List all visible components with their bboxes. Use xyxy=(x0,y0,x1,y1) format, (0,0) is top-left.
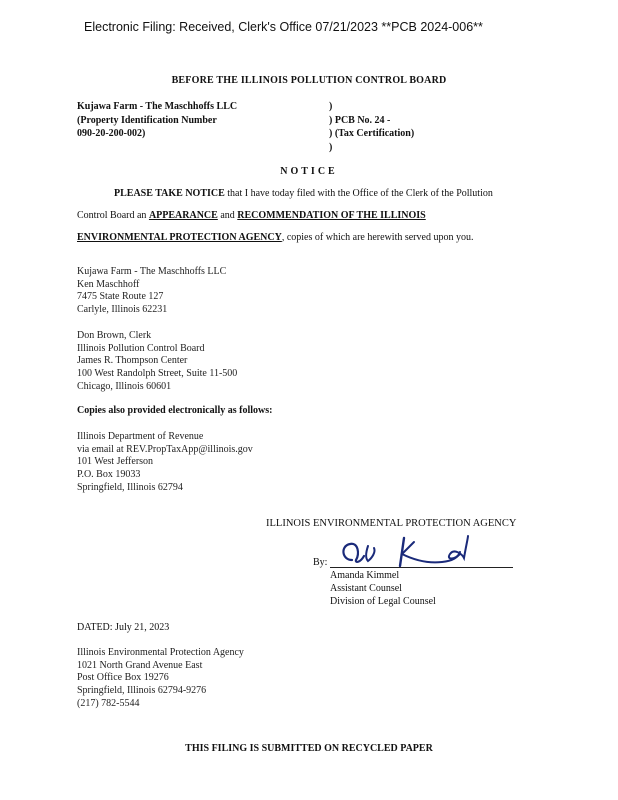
dated-line: DATED: July 21, 2023 xyxy=(77,622,170,633)
notice-heading: NOTICE xyxy=(280,166,338,177)
signature-line xyxy=(330,567,513,568)
address-line: Post Office Box 19276 xyxy=(77,672,169,684)
address-line: James R. Thompson Center xyxy=(77,355,188,367)
appearance-link-text: APPEARANCE xyxy=(148,210,218,221)
caption-paren: ) xyxy=(329,101,333,112)
case-number: ) PCB No. 24 - xyxy=(329,114,391,126)
address-line: Illinois Pollution Control Board xyxy=(77,342,205,354)
address-line: Chicago, Illinois 60601 xyxy=(77,380,172,392)
filing-stamp: Electronic Filing: Received, Clerk's Office 07/21/2023 **PCB 2024-006** xyxy=(84,20,483,34)
agency-underlined-text: ENVIRONMENTAL PROTECTION AGENCY xyxy=(77,232,282,243)
notice-text: and xyxy=(217,210,238,221)
signer-name: Amanda Kimmel xyxy=(330,570,400,581)
address-line: (217) 782-5544 xyxy=(77,697,140,709)
notice-paragraph-line-2 xyxy=(77,205,426,227)
address-line: Don Brown, Clerk xyxy=(77,330,152,341)
address-line: 7475 State Route 127 xyxy=(77,291,164,303)
notice-text: , copies of which are herewith served upon you. xyxy=(281,232,474,243)
address-line: 1021 North Grand Avenue East xyxy=(77,659,203,671)
document-title: BEFORE THE ILLINOIS POLLUTION CONTROL BOARD xyxy=(171,75,447,86)
recycled-paper-footer: THIS FILING IS SUBMITTED ON RECYCLED PAPER xyxy=(185,743,433,754)
signer-block xyxy=(330,569,436,608)
address-line: Springfield, Illinois 62794 xyxy=(77,481,183,493)
caption-paren: ) xyxy=(329,141,333,153)
recipient-address-2 xyxy=(77,330,237,394)
address-line: Illinois Environmental Protection Agency xyxy=(77,647,244,658)
case-caption-right xyxy=(329,100,414,154)
address-line: Kujawa Farm - The Maschhoffs LLC xyxy=(77,266,227,277)
caption-party: Kujawa Farm - The Maschhoffs LLC xyxy=(77,101,238,112)
signature-agency: ILLINOIS ENVIRONMENTAL PROTECTION AGENCY xyxy=(266,518,517,529)
by-label: By: xyxy=(313,557,328,568)
signer-title: Assistant Counsel xyxy=(330,583,402,594)
notice-text: that I have today filed with the Office of the Clerk of the Pollution xyxy=(224,188,493,199)
case-caption-left xyxy=(77,100,237,141)
notice-paragraph-line-3 xyxy=(77,227,473,249)
notice-text: Control Board an xyxy=(77,210,149,221)
copies-heading: Copies also provided electronically as follows: xyxy=(77,405,273,416)
address-line: P.O. Box 19033 xyxy=(77,469,141,481)
address-line: 100 West Randolph Street, Suite 11-500 xyxy=(77,368,238,380)
address-line: via email at REV.PropTaxApp@illinois.gov xyxy=(77,443,253,455)
address-line: Ken Maschhoff xyxy=(77,278,140,290)
caption-pin-label: (Property Identification Number xyxy=(77,114,217,126)
address-line: 101 West Jefferson xyxy=(77,456,154,468)
case-type: ) (Tax Certification) xyxy=(329,128,415,139)
recipient-address-3 xyxy=(77,431,253,495)
notice-lead: PLEASE TAKE NOTICE xyxy=(114,188,225,199)
sender-address xyxy=(77,647,244,711)
handwritten-signature xyxy=(334,532,484,572)
recipient-address-1 xyxy=(77,266,226,317)
recommendation-text: RECOMMENDATION OF THE ILLINOIS xyxy=(237,210,426,221)
signer-division: Division of Legal Counsel xyxy=(330,596,436,607)
address-line: Springfield, Illinois 62794-9276 xyxy=(77,685,207,697)
address-line: Carlyle, Illinois 62231 xyxy=(77,304,168,316)
notice-paragraph-line-1 xyxy=(114,183,493,205)
address-line: Illinois Department of Revenue xyxy=(77,431,204,442)
caption-pin-number: 090-20-200-002) xyxy=(77,128,146,139)
